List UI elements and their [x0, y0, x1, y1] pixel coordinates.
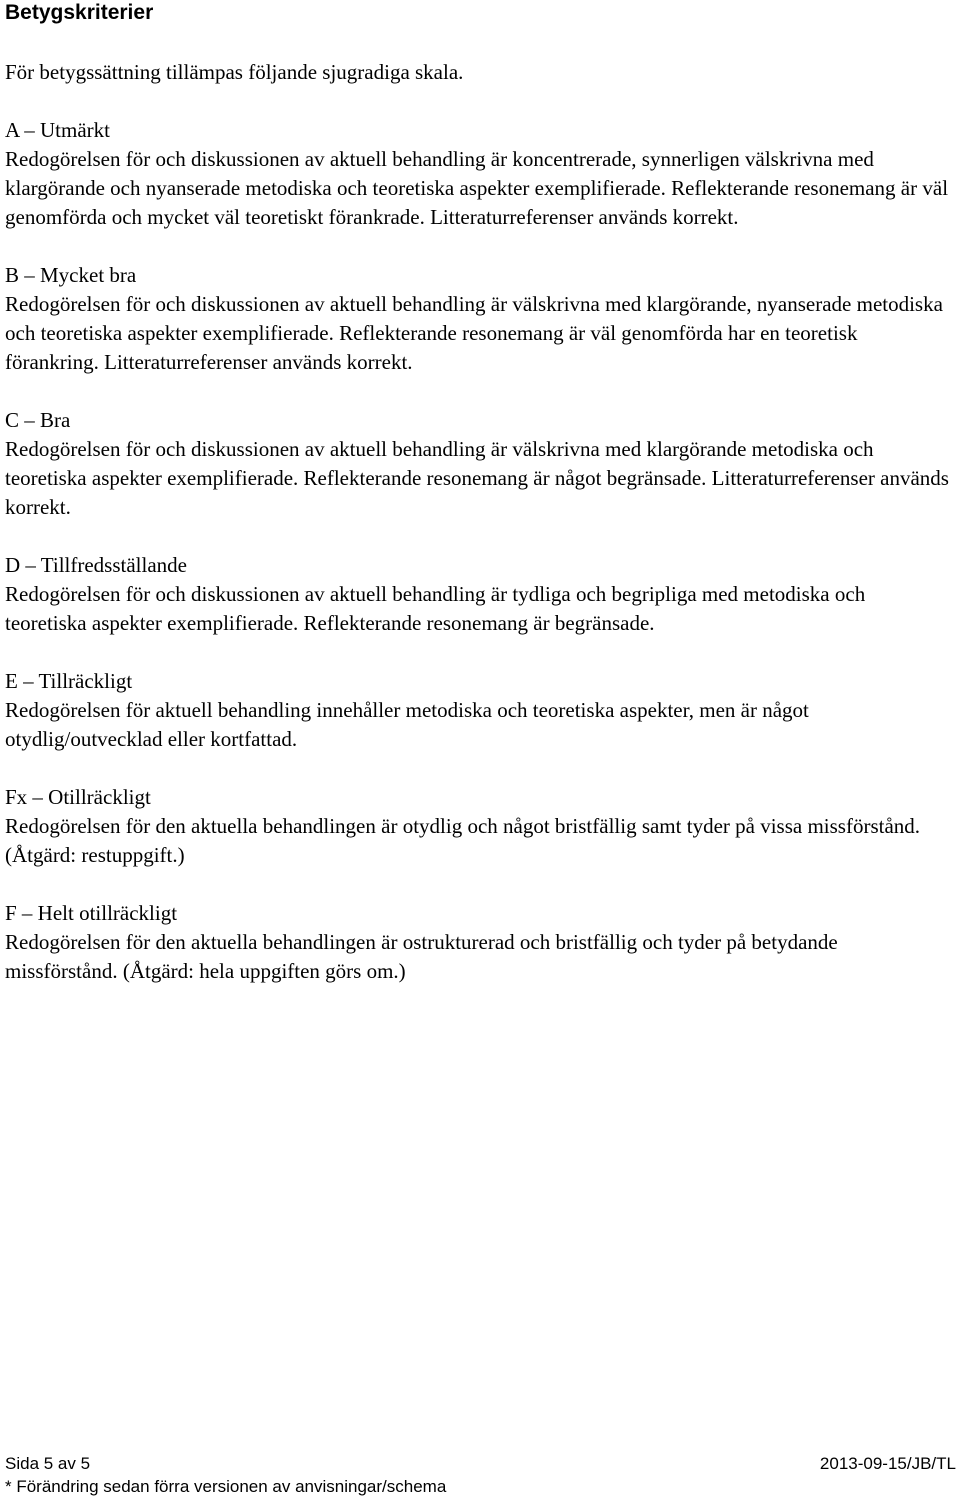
grade-f — [5, 899, 950, 986]
change-note: * Förändring sedan förra versionen av anvisningar/schema — [5, 1477, 447, 1496]
grade-description: Redogörelsen för och diskussionen av aktuell behandling är koncentrerade, synnerligen välskrivna med klargörande och nyanserade metodiska och teoretiska aspekter exemplifierade. Reflekterande resonemang är väl genomförda och mycket väl teoretiskt förankrade. Litteraturreferenser används korrekt. — [5, 147, 949, 229]
grade-description: Redogörelsen för och diskussionen av aktuell behandling är välskrivna med klargörande, nyanserade metodiska och teoretiska aspekter exemplifierade. Reflekterande resonemang är väl genomförda har en teoretisk förankring. Litteraturreferenser används korrekt. — [5, 292, 943, 374]
grade-b — [5, 261, 950, 377]
grade-fx — [5, 783, 950, 870]
grade-description: Redogörelsen för aktuell behandling innehåller metodiska och teoretiska aspekter, men är något otydlig/outvecklad eller kortfattad. — [5, 698, 809, 751]
grade-a — [5, 116, 950, 232]
grade-e — [5, 667, 950, 754]
grade-title: Fx – Otillräckligt — [5, 785, 151, 809]
grade-title: E – Tillräckligt — [5, 669, 133, 693]
page-number: Sida 5 av 5 — [5, 1454, 91, 1473]
grade-title: D – Tillfredsställande — [5, 553, 187, 577]
grade-description: Redogörelsen för och diskussionen av aktuell behandling är tydliga och begripliga med metodiska och teoretiska aspekter exemplifierade. Reflekterande resonemang är begränsade. — [5, 582, 866, 635]
grade-title: C – Bra — [5, 408, 71, 432]
grade-d — [5, 551, 950, 638]
footer-left — [5, 1452, 446, 1498]
page-title: Betygskriterier — [5, 1, 154, 24]
grade-title: A – Utmärkt — [5, 118, 110, 142]
grade-description: Redogörelsen för den aktuella behandlingen är ostrukturerad och bristfällig och tyder på betydande missförstånd. (Åtgärd: hela uppgiften görs om.) — [5, 930, 838, 983]
version-stamp: 2013-09-15/JB/TL — [819, 1454, 956, 1473]
grade-title: F – Helt otillräckligt — [5, 901, 178, 925]
grade-c — [5, 406, 950, 522]
grade-description: Redogörelsen för och diskussionen av aktuell behandling är välskrivna med klargörande metodiska och teoretiska aspekter exemplifierade. Reflekterande resonemang är något begränsade. Litteraturreferenser används korrekt. — [5, 437, 949, 519]
grade-description: Redogörelsen för den aktuella behandlingen är otydlig och något bristfällig samt tyder på vissa missförstånd. (Åtgärd: restuppgift.) — [5, 814, 921, 867]
intro-text: För betygssättning tillämpas följande sjugradiga skala. — [5, 60, 464, 84]
grade-title: B – Mycket bra — [5, 263, 137, 287]
criteria-body — [5, 58, 950, 1015]
